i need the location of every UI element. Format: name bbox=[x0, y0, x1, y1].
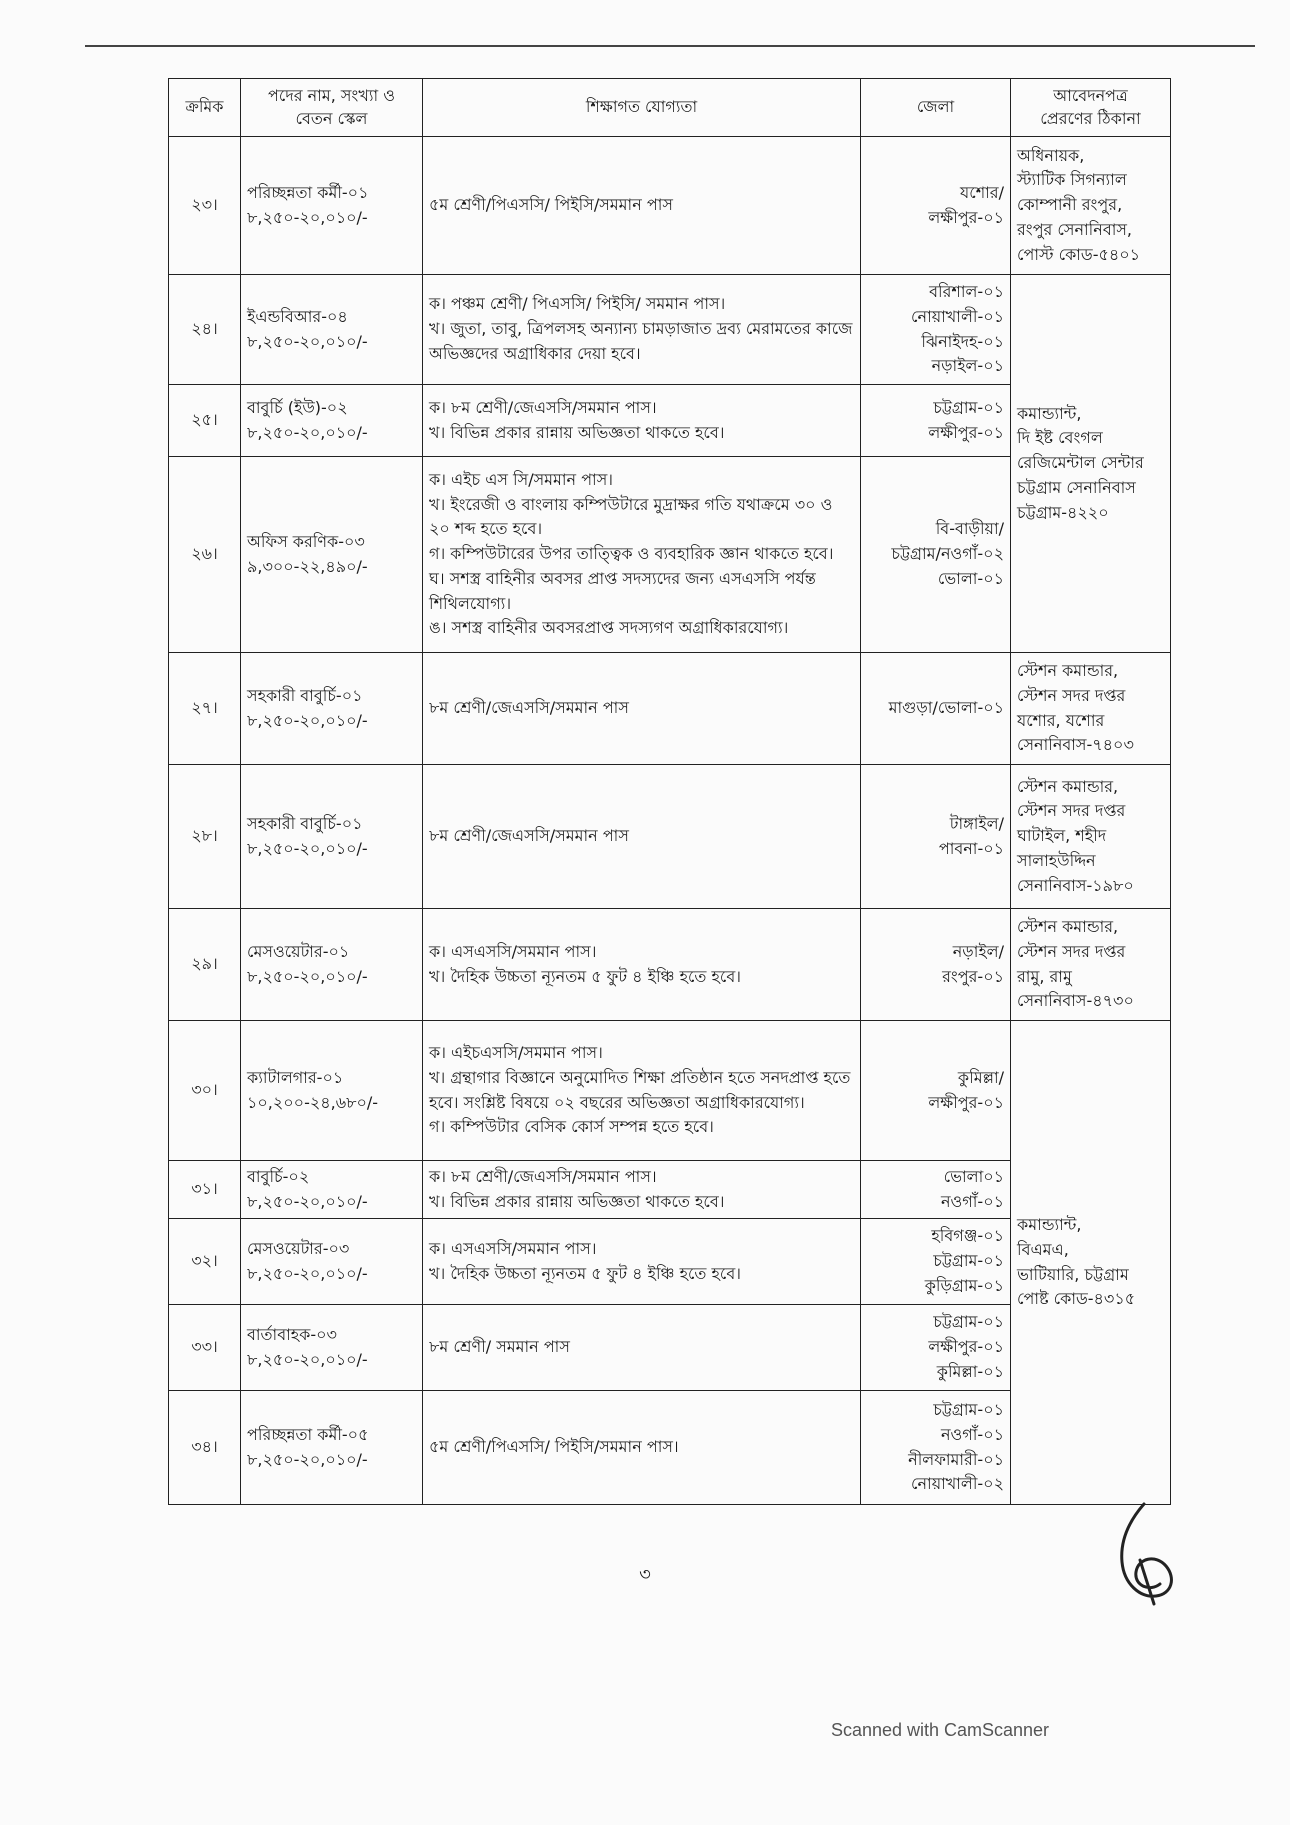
address-cell: অধিনায়ক, স্ট্যাটিক সিগন্যাল কোম্পানী রংপুর, রংপুর সেনানিবাস, পোস্ট কোড-৫৪০১ bbox=[1011, 137, 1171, 275]
district-cell: কুমিল্লা/ লক্ষীপুর-০১ bbox=[861, 1021, 1011, 1161]
serial-cell: ৩৩। bbox=[169, 1305, 241, 1391]
qualification-cell: ৫ম শ্রেণী/পিএসসি/ পিইসি/সমমান পাস bbox=[423, 137, 861, 275]
district-cell: ভোলা০১ নওগাঁ-০১ bbox=[861, 1161, 1011, 1219]
serial-cell: ২৭। bbox=[169, 653, 241, 765]
serial-cell: ৩১। bbox=[169, 1161, 241, 1219]
table-row bbox=[169, 653, 1171, 765]
table-row bbox=[169, 909, 1171, 1021]
post-cell: পরিচ্ছন্নতা কর্মী-০৫ ৮,২৫০-২০,০১০/- bbox=[241, 1391, 423, 1505]
qualification-cell: ক। ৮ম শ্রেণী/জেএসসি/সমমান পাস। খ। বিভিন্ন প্রকার রান্নায় অভিজ্ঞতা থাকতে হবে। bbox=[423, 385, 861, 457]
district-cell: বরিশাল-০১ নোয়াখালী-০১ ঝিনাইদহ-০১ নড়াইল-০১ bbox=[861, 275, 1011, 385]
serial-cell: ২৯। bbox=[169, 909, 241, 1021]
header-qualification: শিক্ষাগত যোগ্যতা bbox=[423, 79, 861, 137]
district-cell: বি-বাড়ীয়া/ চট্টগ্রাম/নওগাঁ-০২ ভোলা-০১ bbox=[861, 457, 1011, 653]
header-address: আবেদনপত্র প্রেরণের ঠিকানা bbox=[1011, 79, 1171, 137]
qualification-cell: ৫ম শ্রেণী/পিএসসি/ পিইসি/সমমান পাস। bbox=[423, 1391, 861, 1505]
serial-cell: ২৫। bbox=[169, 385, 241, 457]
post-cell: ক্যাটালগার-০১ ১০,২০০-২৪,৬৮০/- bbox=[241, 1021, 423, 1161]
district-cell: চট্টগ্রাম-০১ লক্ষীপুর-০১ bbox=[861, 385, 1011, 457]
header-district: জেলা bbox=[861, 79, 1011, 137]
camscanner-watermark: Scanned with CamScanner bbox=[830, 1720, 1050, 1740]
post-cell: মেসওয়েটার-০৩ ৮,২৫০-২০,০১০/- bbox=[241, 1219, 423, 1305]
job-table bbox=[168, 78, 1171, 1505]
post-cell: সহকারী বাবুর্চি-০১ ৮,২৫০-২০,০১০/- bbox=[241, 765, 423, 909]
post-cell: ইএন্ডবিআর-০৪ ৮,২৫০-২০,০১০/- bbox=[241, 275, 423, 385]
table-header-row bbox=[169, 79, 1171, 137]
address-cell: কমান্ড্যান্ট, বিএমএ, ভাটিয়ারি, চট্টগ্রাম পোষ্ট কোড-৪৩১৫ bbox=[1011, 1021, 1171, 1505]
serial-cell: ৩২। bbox=[169, 1219, 241, 1305]
post-cell: বাবুর্চি (ইউ)-০২ ৮,২৫০-২০,০১০/- bbox=[241, 385, 423, 457]
qualification-cell: ৮ম শ্রেণী/জেএসসি/সমমান পাস bbox=[423, 653, 861, 765]
header-serial: ক্রমিক bbox=[169, 79, 241, 137]
address-cell: স্টেশন কমান্ডার, স্টেশন সদর দপ্তর যশোর, যশোর সেনানিবাস-৭৪০৩ bbox=[1011, 653, 1171, 765]
district-cell: টাঙ্গাইল/ পাবনা-০১ bbox=[861, 765, 1011, 909]
post-cell: মেসওয়েটার-০১ ৮,২৫০-২০,০১০/- bbox=[241, 909, 423, 1021]
serial-cell: ২৩। bbox=[169, 137, 241, 275]
signature-mark bbox=[1110, 1500, 1180, 1610]
post-cell: সহকারী বাবুর্চি-০১ ৮,২৫০-২০,০১০/- bbox=[241, 653, 423, 765]
district-cell: মাগুড়া/ভোলা-০১ bbox=[861, 653, 1011, 765]
top-rule bbox=[85, 45, 1255, 47]
page-number: ৩ bbox=[639, 1564, 651, 1585]
qualification-cell: ক। এসএসসি/সমমান পাস। খ। দৈহিক উচ্চতা ন্যূনতম ৫ ফুট ৪ ইঞ্চি হতে হবে। bbox=[423, 909, 861, 1021]
district-cell: চট্টগ্রাম-০১ লক্ষীপুর-০১ কুমিল্লা-০১ bbox=[861, 1305, 1011, 1391]
district-cell: চট্টগ্রাম-০১ নওগাঁ-০১ নীলফামারী-০১ নোয়াখালী-০২ bbox=[861, 1391, 1011, 1505]
serial-cell: ২৪। bbox=[169, 275, 241, 385]
qualification-cell: ক। ৮ম শ্রেণী/জেএসসি/সমমান পাস। খ। বিভিন্ন প্রকার রান্নায় অভিজ্ঞতা থাকতে হবে। bbox=[423, 1161, 861, 1219]
post-cell: পরিচ্ছন্নতা কর্মী-০১ ৮,২৫০-২০,০১০/- bbox=[241, 137, 423, 275]
header-post: পদের নাম, সংখ্যা ও বেতন স্কেল bbox=[241, 79, 423, 137]
post-cell: অফিস করণিক-০৩ ৯,৩০০-২২,৪৯০/- bbox=[241, 457, 423, 653]
qualification-cell: ক। এইচএসসি/সমমান পাস। খ। গ্রন্থাগার বিজ্ঞানে অনুমোদিত শিক্ষা প্রতিষ্ঠান হতে সনদপ্রাপ্ত হতে হবে। সংশ্লিষ্ট বিষয়ে ০২ বছরের অভিজ্ঞতা অগ্রাধিকারযোগ্য। গ। কম্পিউটার বেসিক কোর্স সম্পন্ন হতে হবে। bbox=[423, 1021, 861, 1161]
address-cell: স্টেশন কমান্ডার, স্টেশন সদর দপ্তর ঘাটাইল, শহীদ সালাহউদ্দিন সেনানিবাস-১৯৮০ bbox=[1011, 765, 1171, 909]
qualification-cell: ক। পঞ্চম শ্রেণী/ পিএসসি/ পিইসি/ সমমান পাস। খ। জুতা, তাবু, ত্রিপলসহ অন্যান্য চামড়াজাত দ্রব্য মেরামতের কাজে অভিজ্ঞদের অগ্রাধিকার দেয়া হবে। bbox=[423, 275, 861, 385]
address-cell: স্টেশন কমান্ডার, স্টেশন সদর দপ্তর রামু, রামু সেনানিবাস-৪৭৩০ bbox=[1011, 909, 1171, 1021]
serial-cell: ৩৪। bbox=[169, 1391, 241, 1505]
district-cell: হবিগঞ্জ-০১ চট্টগ্রাম-০১ কুড়িগ্রাম-০১ bbox=[861, 1219, 1011, 1305]
serial-cell: ৩০। bbox=[169, 1021, 241, 1161]
serial-cell: ২৮। bbox=[169, 765, 241, 909]
qualification-cell: ক। এইচ এস সি/সমমান পাস। খ। ইংরেজী ও বাংলায় কম্পিউটারে মুদ্রাক্ষর গতি যথাক্রমে ৩০ ও ২০ শব্দ হতে হবে। গ। কম্পিউটারের উপর তাত্ত্বিক ও ব্যবহারিক জ্ঞান থাকতে হবে। ঘ। সশস্ত্র বাহিনীর অবসর প্রাপ্ত সদস্যদের জন্য এসএসসি পর্যন্ত শিথিলযোগ্য। ঙ। সশস্ত্র বাহিনীর অবসরপ্রাপ্ত সদস্যগণ অগ্রাধিকারযোগ্য। bbox=[423, 457, 861, 653]
post-cell: বার্তাবাহক-০৩ ৮,২৫০-২০,০১০/- bbox=[241, 1305, 423, 1391]
qualification-cell: ৮ম শ্রেণী/ সমমান পাস bbox=[423, 1305, 861, 1391]
qualification-cell: ৮ম শ্রেণী/জেএসসি/সমমান পাস bbox=[423, 765, 861, 909]
district-cell: নড়াইল/ রংপুর-০১ bbox=[861, 909, 1011, 1021]
post-cell: বাবুর্চি-০২ ৮,২৫০-২০,০১০/- bbox=[241, 1161, 423, 1219]
serial-cell: ২৬। bbox=[169, 457, 241, 653]
table-row bbox=[169, 1021, 1171, 1161]
qualification-cell: ক। এসএসসি/সমমান পাস। খ। দৈহিক উচ্চতা ন্যূনতম ৫ ফুট ৪ ইঞ্চি হতে হবে। bbox=[423, 1219, 861, 1305]
table-row bbox=[169, 765, 1171, 909]
table-row bbox=[169, 137, 1171, 275]
table-row bbox=[169, 275, 1171, 385]
district-cell: যশোর/ লক্ষীপুর-০১ bbox=[861, 137, 1011, 275]
address-cell: কমান্ড্যান্ট, দি ইষ্ট বেংগল রেজিমেন্টাল সেন্টার চট্টগ্রাম সেনানিবাস চট্টগ্রাম-৪২২০ bbox=[1011, 275, 1171, 653]
